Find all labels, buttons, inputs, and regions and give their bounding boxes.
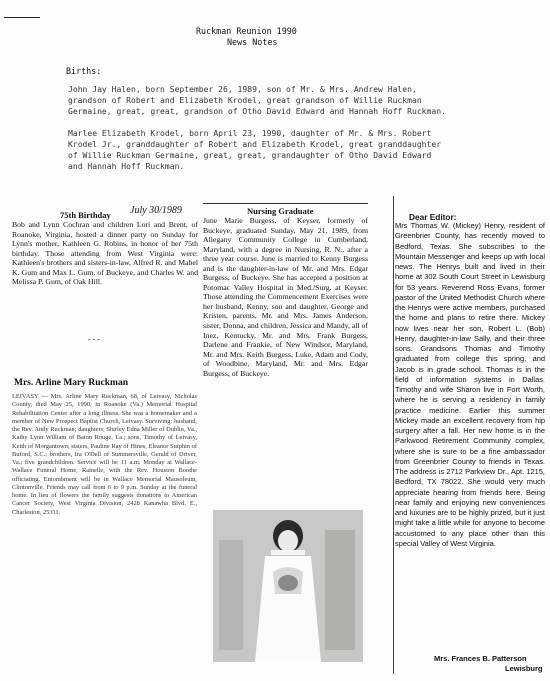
nursing-heading: Nursing Graduate [247, 206, 314, 216]
nursing-top-rule [203, 203, 368, 204]
letter-signature-place: Lewisburg [505, 664, 543, 673]
handwritten-date: July 30/1989 [130, 205, 182, 216]
letter-greeting: Dear Editor: [409, 212, 457, 222]
graduation-photo [213, 510, 363, 662]
top-rule [4, 17, 40, 18]
letter-body: Mrs Thomas W. (Mickey) Henry, resident of Greenbrier County, has recently moved to Bedford, Texas. She subscribes to the Mountain Messenger and keeps up with local news. The Henrys built and lived in their home at 302 South Court Street in Lewisburg for 53 years. Reverend Ross Evans, former pastor of the United Methodist Church where the Henrys were active members, purchased the home and plans to retire there. Mickey now lives near her son, Robert L. (Bob) Henry, daughter-in-law Sally, and their three sons. Grandsons Thomas and Timothy graduated from college this spring, and Jacob is in grade school. Thomas is in the field of information systems in Dallas. Timothy and wife Sharon live in Fort Worth, where he is serving a residency in family practice medicine. Earlier this summer Mickey made an excellent recovery from hip surgery after a fall. Her new home is in the Parkwood Retirement Community complex, where she is sure to be a fine ambassador from Greenbrier County to friends in Texas. The address is 2712 Parkview Dr., Apt. 1215, Bedford, TX 78022. She would very much appreciate hearing from friends here. Being near family and enjoying new conveniences and luxuries are to be highly prized, but it just might take a little while for anyone to become accustomed to any place other than this special Valley of West Virginia. [395, 221, 545, 548]
birth-announcement-krodel: Marlee Elizabeth Krodel, born April 23, 1990, daughter of Mr. & Mrs. Robert Krodel Jr., granddaughter of Robert and Elizabeth Krodel, great granddaughter of Willie Ruckman Germaine, great, great, grandaughter of Otho David Edward and Hannah Hoff Ruckman. [68, 129, 442, 171]
births-heading: Births: [66, 66, 102, 76]
obituary-article: LEIVASY — Mrs. Arline Mary Ruckman, 68, of Leivasy, Nicholas County, died May 25, 1990, in Roanoke (Va.) Memorial Hospital Rehabilitation Center after a long illness. She was a homemaker and a member of New Prospect Baptist Church, Leivasy. Surviving: husband, the Rev. Andy Ruckman; daughters, Shirley Edna Miller of Dublin, Va., Kathy Lynn William of Baton Rouge, La.; sons, Timothy of Leivasy, Keith of Morgantown; sisters, Pauline Ray of Hines, Eleanor Sutphin of Buford, S.C.; brothers, Ira O'Dell of Summersville, Gerald of Driver, Va.; five grandchildren. Service will be 11 a.m. Monday at Wallace-Wallace Funeral Home, Rainelle, with the Rev. Houston Boothe officiating. Entombment will be in Wallace Memorial Mausoleum, Clintonville. Friends may call from 6 to 9 p.m. Sunday at the funeral home. In lieu of flowers the family suggests donations to American Cancer Society, West Virginia Division, 2428 Kanawha Blvd. E., Charleston, 25311. [12, 393, 197, 516]
column-divider [393, 196, 394, 674]
page-subtitle: News Notes [227, 37, 278, 47]
obituary-heading: Mrs. Arline Mary Ruckman [14, 378, 128, 388]
nursing-article: June Marie Burgess, of Keyser, formerly of Buckeye, graduated Sunday, May 21, 1989, from Allegany Community College in Cumberland, Maryland, with a degree in Nursing, R. N., after a three year course. June is married to Kenny Burgess and is the daughter-in-law of Mr. and Mrs. Edgar Burgess, of Buckeye. She has accepted a position at Potomac Valley Hospital in Med./Surg. at Keyser. Those attending the Commencement Exercises were her husband, Kenny, son and daughter, George and Kristen, parents, Mr. and Mrs. James Anderson, sister, Donna, and children, Jessica and Mandy, all of Inez, Kentucky, Mr. and Mrs. Frank Burgess, Darlene and Frankie, of New Windsor, Maryland, Mr. and Mrs. Keith Burgess, Luke, Adam and Cody, of Woodbine, Maryland, Mr. and Mrs. Edgar Burgess, of Buckeye. [203, 216, 368, 378]
article-separator: - - - [88, 335, 100, 344]
page-title: Ruckman Reunion 1990 [196, 26, 297, 36]
birthday-article: Bob and Lynn Cochran and children Lori and Brent, of Roanoke, Virginia, hosted a dinner party on Sunday for Lynn's mother, Kathleen G. Robins, in honor of her 75th birthday. Those attending from West Virginia were: Kathleen's brothers and sisters-in-law, Alfred R. and Mabel K. Gum and Max L. Gum, of Buckeye, and Charles W. and Melissa P. Gum, of Oak Hill. [12, 220, 198, 287]
birth-announcement-halen: John Jay Halen, born September 26, 1989, son of Mr. & Mrs. Andrew Halen, grandson of Robert and Elizabeth Krodel, great grandson of Willie Ruckman Germaine, great, great, grandson of Otho David Edward and Hannah Hoff Ruckman. [68, 85, 446, 116]
letter-signature-name: Mrs. Frances B. Patterson [434, 654, 527, 663]
birthday-heading: 75th Birthday [60, 210, 111, 220]
